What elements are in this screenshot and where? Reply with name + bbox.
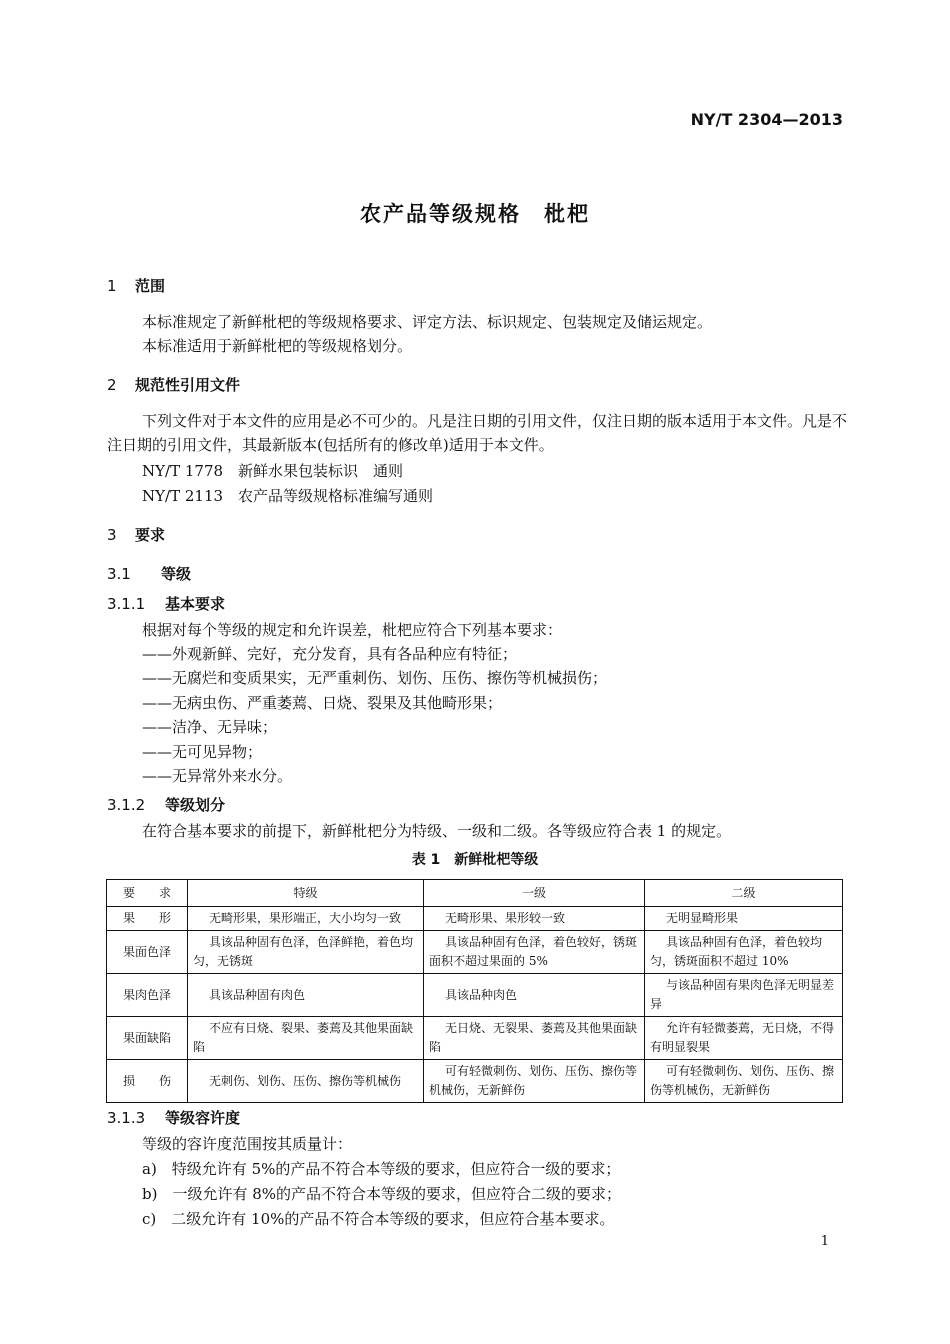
- table-cell: 无畸形果、果形较一致: [424, 907, 645, 931]
- section-number: 2: [107, 376, 117, 394]
- row-header: 果 形: [107, 907, 188, 931]
- column-header: 一级: [424, 880, 645, 907]
- section-title: 要求: [135, 526, 166, 544]
- table-header-row: [107, 880, 843, 907]
- section-title: 等级划分: [165, 796, 226, 814]
- section-2-heading: [107, 374, 240, 395]
- column-header: 二级: [645, 880, 843, 907]
- section-title: 等级容许度: [165, 1109, 241, 1127]
- row-header: 果面色泽: [107, 931, 188, 974]
- table-cell: 可有轻微刺伤、划伤、压伤、擦伤等机械伤，无新鲜伤: [645, 1060, 843, 1103]
- table-cell: 允许有轻微萎蔫，无日烧，不得有明显裂果: [645, 1017, 843, 1060]
- document-title: 农产品等级规格 枇杷: [360, 202, 590, 226]
- list-item: ——洁净、无异味；: [142, 718, 278, 736]
- section-title: 规范性引用文件: [135, 376, 241, 394]
- list-item: ——外观新鲜、完好，充分发育，具有各品种应有特征；: [142, 645, 518, 663]
- table-cell: 无明显畸形果: [645, 907, 843, 931]
- table-row: [107, 1017, 843, 1060]
- section-number: 1: [107, 277, 117, 295]
- table-cell: 无畸形果，果形端正，大小均匀一致: [188, 907, 424, 931]
- section-title: 范围: [135, 277, 166, 295]
- section-3-1-3-heading: [107, 1107, 240, 1128]
- table-row: [107, 1060, 843, 1103]
- table-caption: 表 1 新鲜枇杷等级: [411, 852, 539, 868]
- section-number: 3.1: [107, 565, 131, 583]
- row-header: 果肉色泽: [107, 974, 188, 1017]
- paragraph: 本标准适用于新鲜枇杷的等级规格划分。: [142, 337, 413, 355]
- section-3-1-heading: [107, 563, 191, 584]
- list-item: ——无病虫伤、严重萎蔫、日烧、裂果及其他畸形果；: [142, 694, 503, 712]
- table-cell: 可有轻微刺伤、划伤、压伤、擦伤等机械伤，无新鲜伤: [424, 1060, 645, 1103]
- column-header: 要 求: [107, 880, 188, 907]
- table-cell: 具该品种固有肉色: [188, 974, 424, 1017]
- page-number: 1: [820, 1234, 829, 1249]
- section-3-1-2-heading: [107, 794, 225, 815]
- list-item: c) 二级允许有 10%的产品不符合本等级的要求，但应符合基本要求。: [142, 1210, 615, 1228]
- section-title: 基本要求: [165, 595, 226, 613]
- section-3-heading: [107, 524, 165, 545]
- table-cell: 具该品种肉色: [424, 974, 645, 1017]
- normative-reference: NY/T 1778 新鲜水果包装标识 通则: [142, 462, 404, 480]
- table-row: [107, 974, 843, 1017]
- paragraph: 在符合基本要求的前提下，新鲜枇杷分为特级、一级和二级。各等级应符合表 1 的规定。: [142, 822, 732, 840]
- paragraph: 等级的容许度范围按其质量计：: [142, 1135, 353, 1153]
- paragraph: 根据对每个等级的规定和允许误差，枇杷应符合下列基本要求：: [142, 621, 563, 639]
- table-cell: 具该品种固有色泽，色泽鲜艳，着色均匀，无锈斑: [188, 931, 424, 974]
- table-cell: 与该品种固有果肉色泽无明显差异: [645, 974, 843, 1017]
- section-title: 等级: [161, 565, 192, 583]
- section-3-1-1-heading: [107, 593, 225, 614]
- list-item: ——无可见异物；: [142, 743, 263, 761]
- table-cell: 无日烧、无裂果、萎蔫及其他果面缺陷: [424, 1017, 645, 1060]
- table-cell: 不应有日烧、裂果、萎蔫及其他果面缺陷: [188, 1017, 424, 1060]
- row-header: 果面缺陷: [107, 1017, 188, 1060]
- section-number: 3.1.1: [107, 595, 146, 613]
- section-1-heading: [107, 275, 165, 296]
- standard-code: NY/T 2304—2013: [690, 110, 843, 129]
- column-header: 特级: [188, 880, 424, 907]
- list-item: a) 特级允许有 5%的产品不符合本等级的要求，但应符合一级的要求；: [142, 1160, 621, 1178]
- paragraph: 本标准规定了新鲜枇杷的等级规格要求、评定方法、标识规定、包装规定及储运规定。: [142, 313, 713, 331]
- table-row: [107, 931, 843, 974]
- table-row: [107, 907, 843, 931]
- row-header: 损 伤: [107, 1060, 188, 1103]
- paragraph: 下列文件对于本文件的应用是必不可少的。凡是注日期的引用文件，仅注日期的版本适用于本文件。凡是不注日期的引用文件，其最新版本(包括所有的修改单)适用于本文件。: [107, 412, 848, 454]
- section-number: 3.1.2: [107, 796, 146, 814]
- normative-reference: NY/T 2113 农产品等级规格标准编写通则: [142, 487, 434, 505]
- table-cell: 具该品种固有色泽，着色较好，锈斑面积不超过果面的 5%: [424, 931, 645, 974]
- list-item: ——无异常外来水分。: [142, 767, 293, 785]
- section-number: 3: [107, 526, 117, 544]
- table-cell: 无刺伤、划伤、压伤、擦伤等机械伤: [188, 1060, 424, 1103]
- grade-table: [106, 879, 843, 1103]
- list-item: ——无腐烂和变质果实，无严重刺伤、划伤、压伤、擦伤等机械损伤；: [142, 669, 608, 687]
- table-cell: 具该品种固有色泽，着色较均匀，锈斑面积不超过 10%: [645, 931, 843, 974]
- list-item: b) 一级允许有 8%的产品不符合本等级的要求，但应符合二级的要求；: [142, 1185, 622, 1203]
- section-number: 3.1.3: [107, 1109, 146, 1127]
